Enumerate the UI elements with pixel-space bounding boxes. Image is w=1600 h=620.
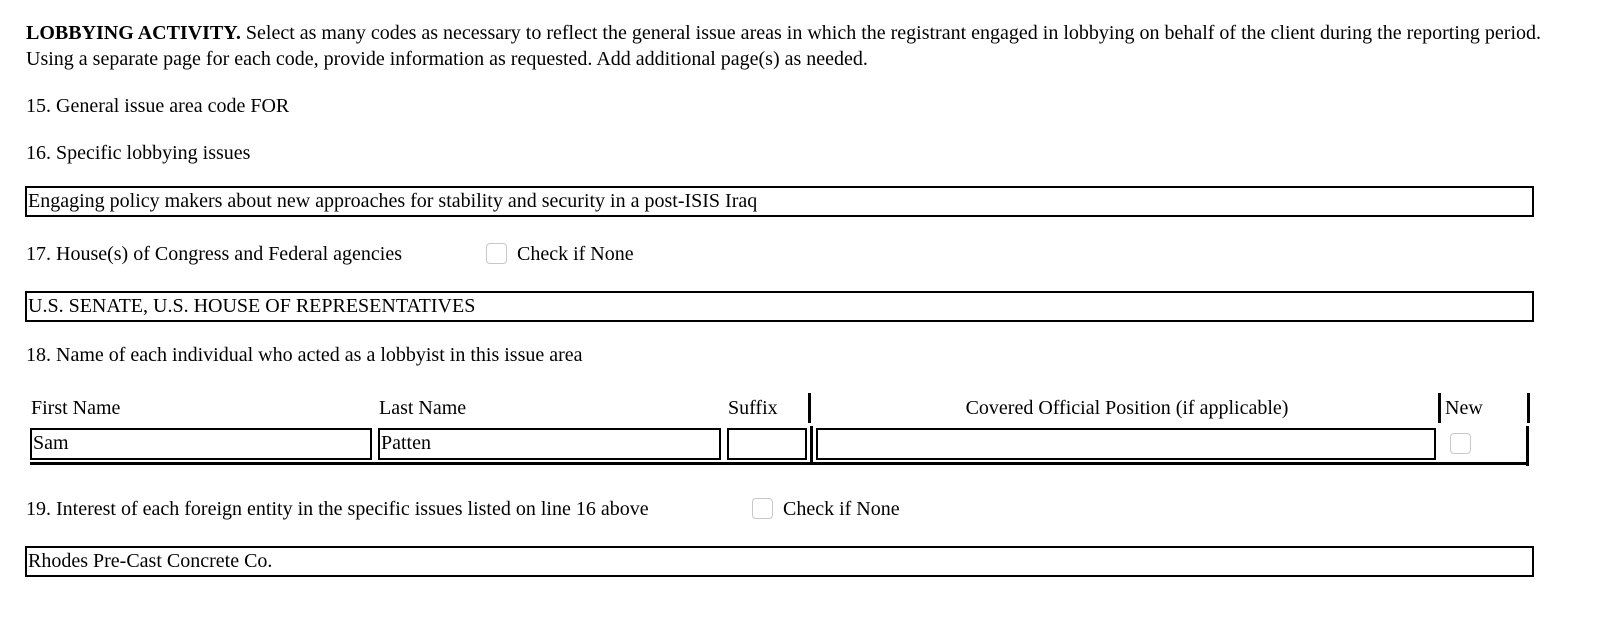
specific-issues-label: 16. Specific lobbying issues [26,142,251,164]
row-bottom-rule [30,462,1529,465]
new-lobbyist-checkbox[interactable] [1450,433,1471,454]
last-name-field[interactable]: Patten [378,428,721,460]
column-divider [1438,393,1441,423]
congress-none-label: Check if None [517,243,634,265]
foreign-interest-label: 19. Interest of each foreign entity in the specific issues listed on line 16 above [26,498,649,520]
congress-none-checkbox[interactable] [486,243,507,264]
column-divider [1527,393,1530,423]
first-name-field[interactable]: Sam [30,428,372,460]
issue-area-code-label: 15. General issue area code FOR [26,95,290,117]
intro-text: Select as many codes as necessary to reflect the general issue areas in which the registrant engaged in lobbying on behalf of the client during the reporting period. Using a separate page for each code, provide information as requested. Add additional page(s) as needed. [26,22,1541,70]
foreign-none-label: Check if None [783,498,900,520]
last-name-header: Last Name [379,397,467,419]
congress-agencies-field[interactable]: U.S. SENATE, U.S. HOUSE OF REPRESENTATIVES [25,291,1534,322]
column-divider [1526,426,1529,466]
first-name-header: First Name [31,397,121,419]
position-field[interactable] [816,428,1436,460]
foreign-interest-field[interactable]: Rhodes Pre-Cast Concrete Co. [25,546,1534,577]
intro-paragraph [26,20,1576,72]
lobbyists-label: 18. Name of each individual who acted as a lobbyist in this issue area [26,344,583,366]
specific-issues-field[interactable]: Engaging policy makers about new approaches for stability and security in a post-ISIS Iraq [25,186,1534,217]
column-divider [808,393,811,423]
intro-heading: LOBBYING ACTIVITY. [26,22,241,44]
position-header: Covered Official Position (if applicable) [965,397,1289,419]
column-divider [810,426,813,463]
congress-agencies-label: 17. House(s) of Congress and Federal agencies [26,243,403,265]
foreign-none-checkbox[interactable] [752,498,773,519]
new-header: New [1445,397,1483,419]
suffix-field[interactable] [727,428,807,460]
suffix-header: Suffix [728,397,778,419]
